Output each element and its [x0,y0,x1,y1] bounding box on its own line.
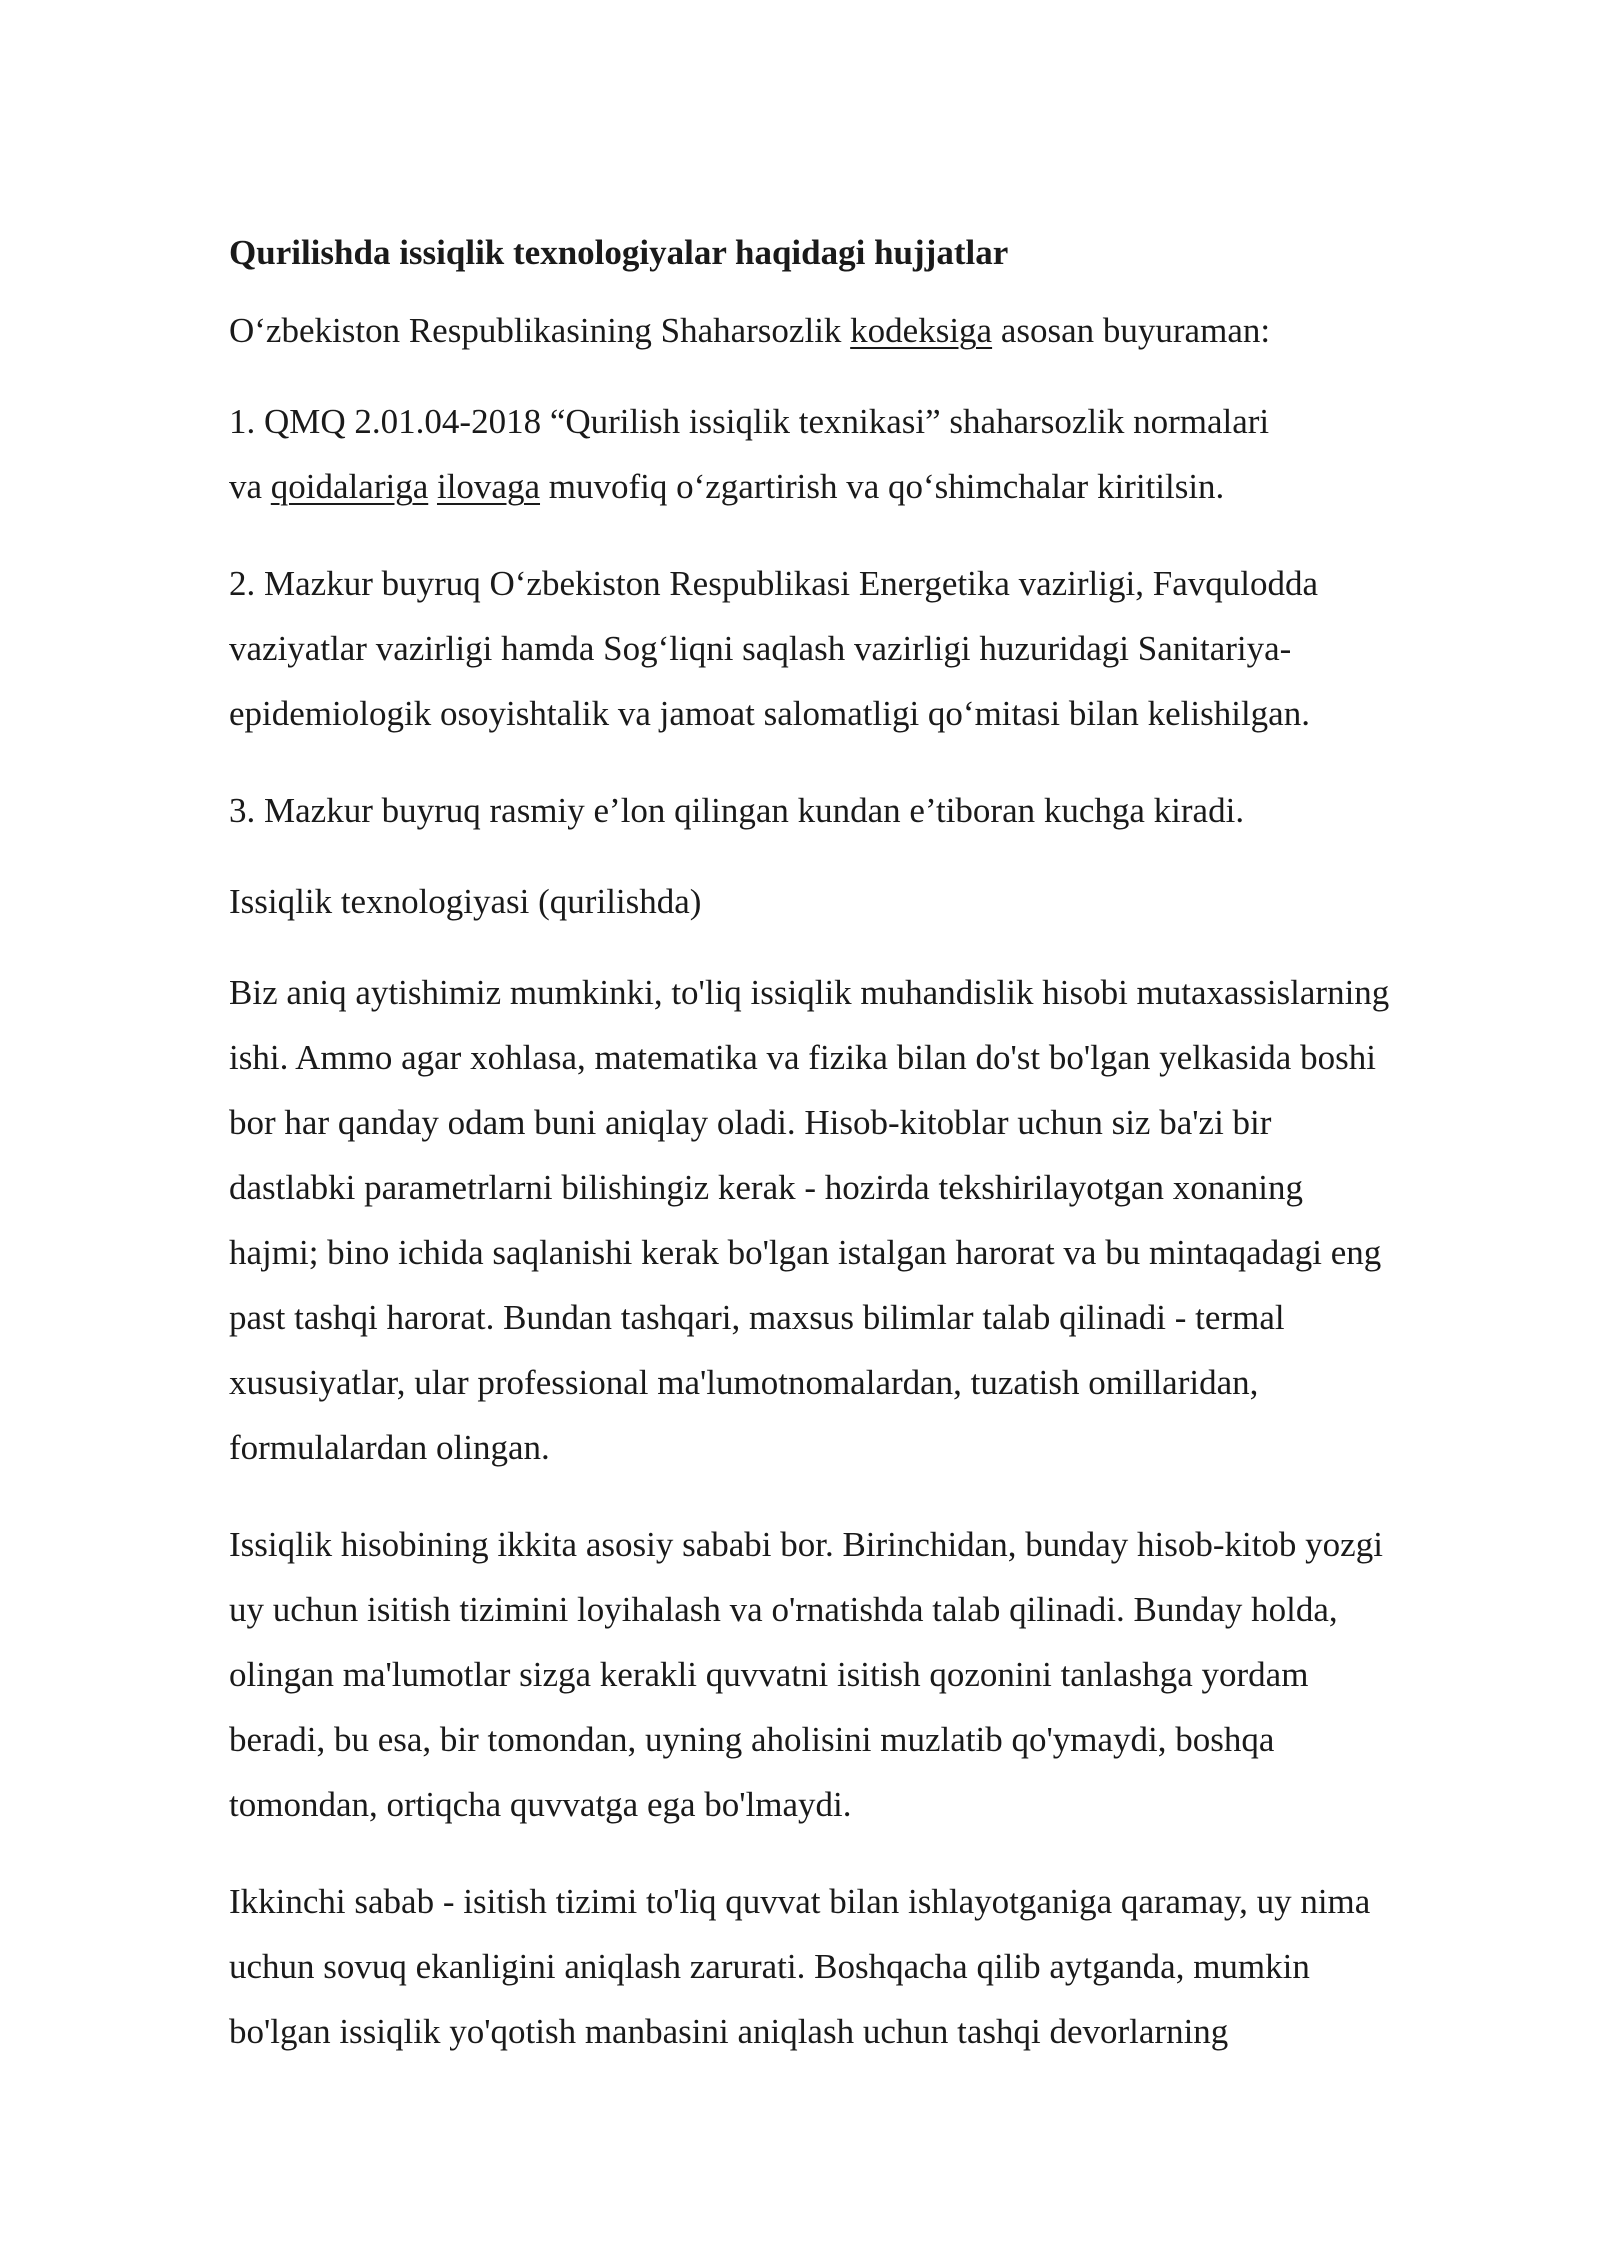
paragraph-line: bo'lgan issiqlik yo'qotish manbasini aniqlash uchun tashqi devorlarning [229,2012,1229,2051]
paragraph-line: dastlabki parametrlarni bilishingiz kerak - hozirda tekshirilayotgan xonaning [229,1168,1303,1207]
ilovaga-link[interactable]: ilovaga [436,467,541,506]
qoidalariga-link[interactable]: qoidalariga [270,467,429,506]
paragraph-line: hajmi; bino ichida saqlanishi kerak bo'lgan istalgan harorat va bu mintaqadagi eng [229,1233,1382,1272]
paragraph-line: uy uchun isitish tizimini loyihalash va o'rnatishda talab qilinadi. Bunday holda, [229,1590,1338,1629]
paragraph-line: bor har qanday odam buni aniqlay oladi. Hisob-kitoblar uchun siz ba'zi bir [229,1103,1272,1142]
paragraph-line: ishi. Ammo agar xohlasa, matematika va fizika bilan do'st bo'lgan yelkasida boshi [229,1038,1376,1077]
document-title: Qurilishda issiqlik texnologiyalar haqidagi hujjatlar [229,233,1009,272]
paragraph-line: Ikkinchi sabab - isitish tizimi to'liq quvvat bilan ishlayotganiga qaramay, uy nima [229,1882,1371,1921]
paragraph-line: Biz aniq aytishimiz mumkinki, to'liq issiqlik muhandislik hisobi mutaxassislarning [229,973,1390,1012]
item-1-text-end: muvofiq o‘zgartirish va qo‘shimchalar kiritilsin. [540,467,1225,506]
item-1-space [428,467,437,506]
item-2-paragraph [229,551,1491,746]
paragraph-line: olingan ma'lumotlar sizga kerakli quvvatni isitish qozonini tanlashga yordam [229,1655,1309,1694]
paragraph-line: Issiqlik hisobining ikkita asosiy sababi bor. Birinchidan, bunday hisob-kitob yozgi [229,1525,1383,1564]
paragraph-line: past tashqi harorat. Bundan tashqari, maxsus bilimlar talab qilinadi - termal [229,1298,1285,1337]
item-1-prefix: va [229,467,271,506]
item-3-paragraph: 3. Mazkur buyruq rasmiy e’lon qilingan kundan e’tiboran kuchga kiradi. [229,791,1245,830]
document-page [229,228,1491,2096]
paragraph-line: beradi, bu esa, bir tomondan, uyning aholisini muzlatib qo'ymaydi, boshqa [229,1720,1275,1759]
item-1-paragraph [229,389,1491,519]
item-1-line-1: 1. QMQ 2.01.04-2018 “Qurilish issiqlik texnikasi” shaharsozlik normalari [229,402,1270,441]
paragraph-line: xususiyatlar, ular professional ma'lumotnomalardan, tuzatish omillaridan, [229,1363,1259,1402]
item-2-line: vaziyatlar vazirligi hamda Sog‘liqni saqlash vazirligi huzuridagi Sanitariya- [229,629,1292,668]
body-paragraph-2 [229,1512,1491,1837]
body-paragraph-1 [229,960,1491,1480]
intro-paragraph [229,298,1491,363]
section-subheading: Issiqlik texnologiyasi (qurilishda) [229,882,702,921]
intro-text-end: asosan buyuraman: [992,311,1271,350]
body-paragraph-3 [229,1869,1491,2064]
paragraph-line: formulalardan olingan. [229,1428,550,1467]
item-2-line: 2. Mazkur buyruq O‘zbekiston Respublikasi Energetika vazirligi, Favqulodda [229,564,1318,603]
item-2-line: epidemiologik osoyishtalik va jamoat salomatligi qo‘mitasi bilan kelishilgan. [229,694,1310,733]
intro-text: O‘zbekiston Respublikasining Shaharsozlik [229,311,851,350]
paragraph-line: tomondan, ortiqcha quvvatga ega bo'lmaydi. [229,1785,852,1824]
paragraph-line: uchun sovuq ekanligini aniqlash zarurati. Boshqacha qilib aytganda, mumkin [229,1947,1310,1986]
kodeksiga-link[interactable]: kodeksiga [850,311,993,350]
item-1-line-2 [229,454,1491,519]
